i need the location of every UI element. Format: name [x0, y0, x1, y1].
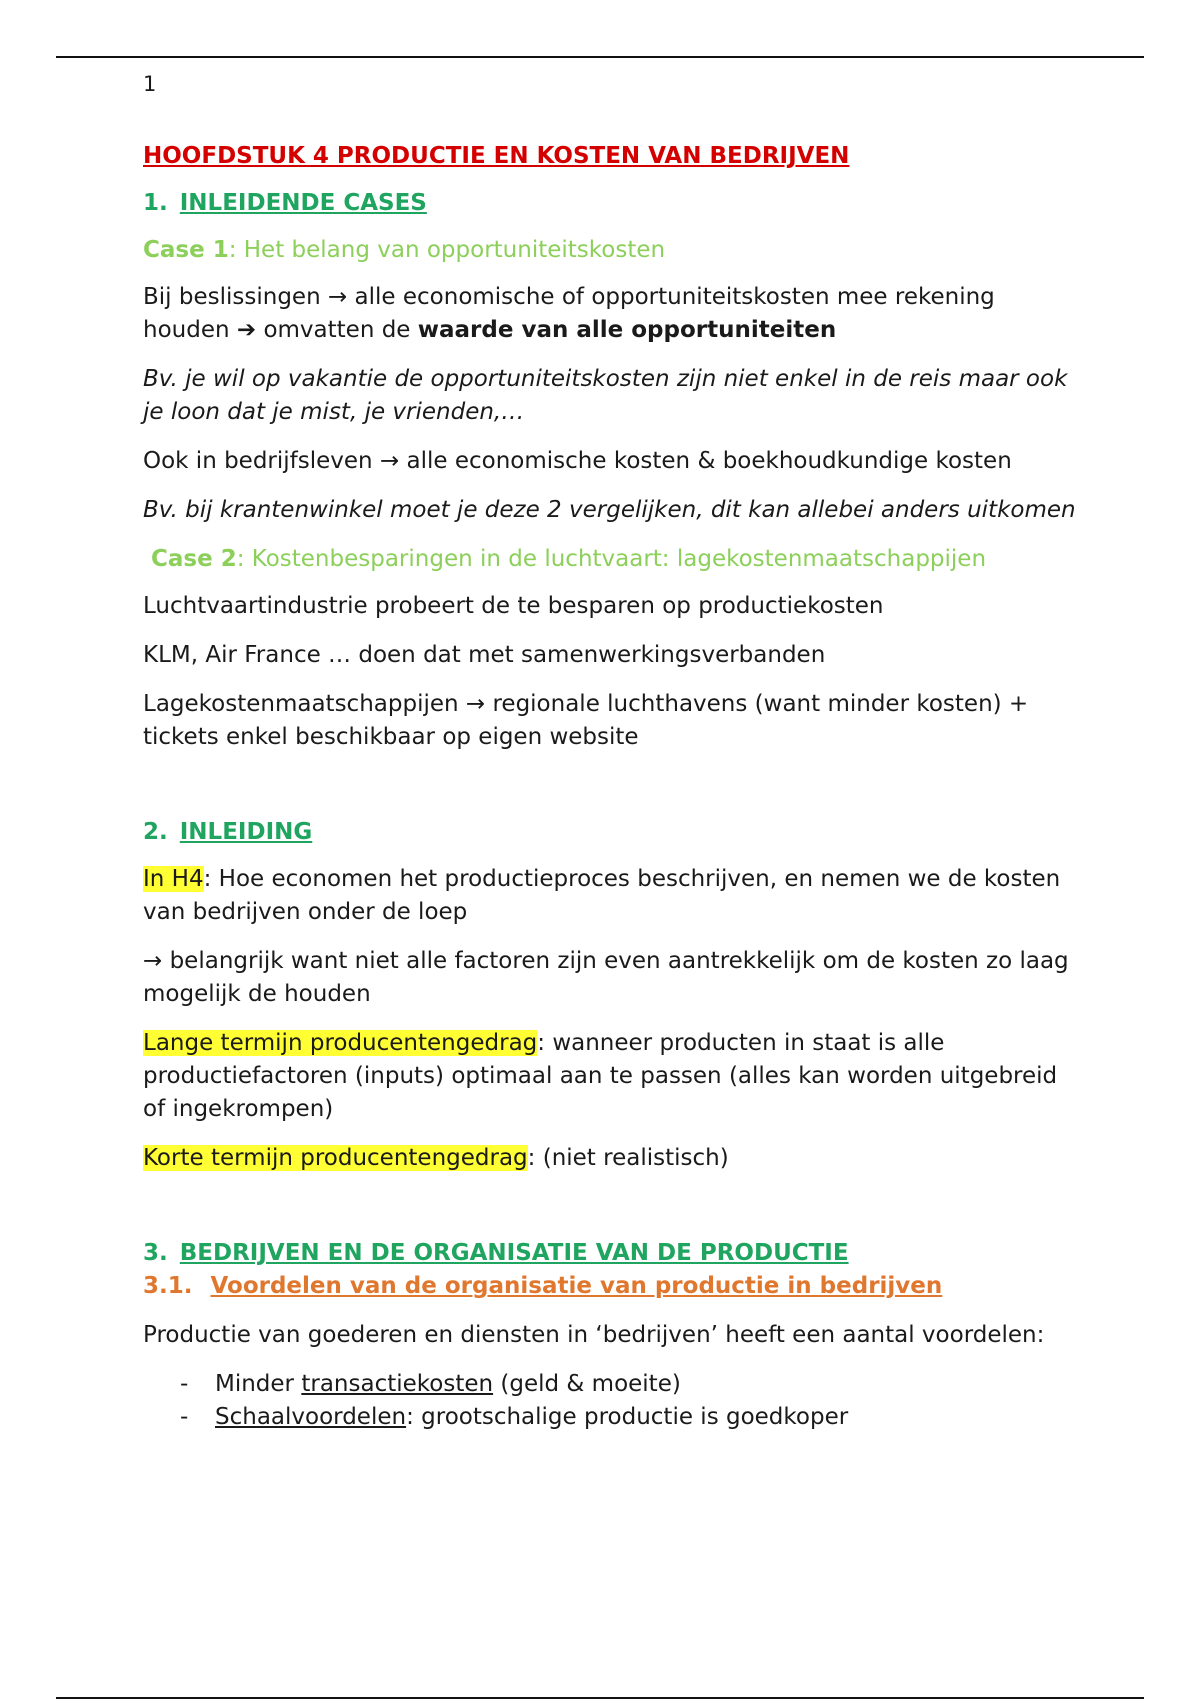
- example-paragraph: Bv. bij krantenwinkel moet je deze 2 vergelijken, dit kan allebei anders uitkomen: [143, 497, 1076, 523]
- list-dash: -: [180, 1371, 189, 1397]
- underlined-term: transactiekosten: [301, 1371, 494, 1397]
- paragraph: KLM, Air France … doen dat met samenwerkingsverbanden: [143, 642, 826, 668]
- paragraph: Lagekostenmaatschappijen → regionale luchthavens (want minder kosten) + tickets enkel beschikbaar op eigen website: [143, 691, 1029, 750]
- case-label: Case 1: [143, 237, 229, 263]
- paragraph: [143, 281, 1083, 347]
- case-1-heading: [143, 234, 1083, 267]
- document-body: [143, 140, 1083, 1434]
- paragraph: → belangrijk want niet alle factoren zijn even aantrekkelijk om de kosten zo laag mogelijk de houden: [143, 948, 1069, 1007]
- advantages-list: [143, 1368, 1083, 1434]
- example-paragraph: Bv. je wil op vakantie de opportuniteitskosten zijn niet enkel in de reis maar ook je loon dat je mist, je vrienden,…: [143, 366, 1068, 425]
- highlighted-term: Lange termijn producentengedrag: [143, 1030, 538, 1056]
- footer-rule: [56, 1697, 1144, 1699]
- case-title: : Kostenbesparingen in de luchtvaart: lagekostenmaatschappijen: [236, 546, 987, 572]
- paragraph-text: : (niet realistisch): [527, 1145, 729, 1171]
- case-2-heading: [143, 543, 1083, 576]
- bold-text: waarde van alle opportuniteiten: [417, 317, 837, 343]
- paragraph-text: : Hoe economen het productieproces beschrijven, en nemen we de kosten van bedrijven onder de loep: [143, 866, 1061, 925]
- subsection-title: Voordelen van de organisatie van productie in bedrijven: [210, 1273, 943, 1299]
- list-text: Minder: [215, 1371, 302, 1397]
- paragraph-text: : wanneer producten in staat is alle productiefactoren (inputs) optimaal aan te passen (alles kan worden uitgebreid of ingekrompen): [143, 1030, 1058, 1122]
- header-rule: [56, 56, 1144, 58]
- paragraph: [143, 863, 1083, 929]
- paragraph: Ook in bedrijfsleven → alle economische kosten & boekhoudkundige kosten: [143, 448, 1012, 474]
- section-3-1-heading: [143, 1270, 1083, 1303]
- section-number: 1.: [143, 190, 168, 216]
- page-number: 1: [143, 72, 157, 96]
- section-number: 2.: [143, 819, 168, 845]
- list-dash: -: [180, 1404, 189, 1430]
- paragraph: Luchtvaartindustrie probeert de te besparen op productiekosten: [143, 593, 884, 619]
- subsection-number: 3.1.: [143, 1273, 193, 1299]
- section-number: 3.: [143, 1240, 168, 1266]
- chapter-title: HOOFDSTUK 4 PRODUCTIE EN KOSTEN VAN BEDRIJVEN: [143, 143, 850, 169]
- highlighted-term: In H4: [143, 866, 204, 892]
- section-title: BEDRIJVEN EN DE ORGANISATIE VAN DE PRODUCTIE: [179, 1240, 849, 1266]
- case-title: : Het belang van opportuniteitskosten: [228, 237, 666, 263]
- paragraph-text: Bij beslissingen → alle economische of opportuniteitskosten mee rekening houden ➔ omvatten de: [143, 284, 995, 343]
- underlined-term: Schaalvoordelen: [215, 1404, 407, 1430]
- paragraph: [143, 1142, 1083, 1175]
- paragraph: Productie van goederen en diensten in ‘bedrijven’ heeft een aantal voordelen:: [143, 1322, 1045, 1348]
- case-label: Case 2: [151, 546, 237, 572]
- section-title: INLEIDING: [179, 819, 313, 845]
- section-3-heading: [143, 1237, 1083, 1270]
- highlighted-term: Korte termijn producentengedrag: [143, 1145, 528, 1171]
- paragraph: [143, 1027, 1083, 1126]
- list-text: (geld & moeite): [493, 1371, 681, 1397]
- list-item: [143, 1401, 1083, 1434]
- list-text: : grootschalige productie is goedkoper: [406, 1404, 849, 1430]
- section-title: INLEIDENDE CASES: [179, 190, 427, 216]
- list-item: [143, 1368, 1083, 1401]
- section-1-heading: [143, 187, 1083, 220]
- section-2-heading: [143, 816, 1083, 849]
